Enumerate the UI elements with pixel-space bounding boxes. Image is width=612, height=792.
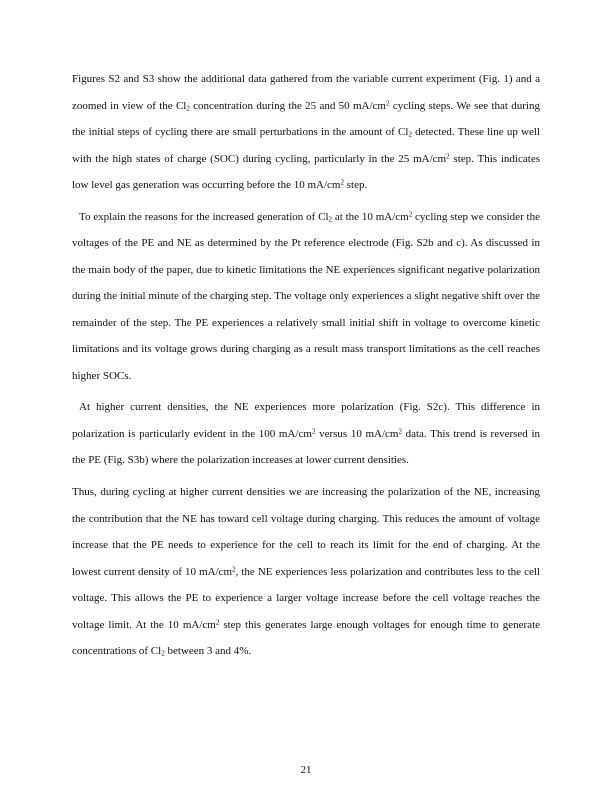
text-run: step this generates large enough voltages for enough time to generate concentrations of Cl (72, 618, 541, 658)
text-run: step. (344, 179, 368, 191)
superscript: 2 (232, 565, 236, 574)
page-number: 21 (300, 764, 312, 776)
text-run: , the NE experiences less polarization and contributes less to the cell voltage. This allows the PE to experience a larger voltage increase before the cell voltage reaches the voltage limit. At the 10 mA/cm (72, 565, 540, 631)
superscript: 2 (311, 427, 316, 436)
text-run: at the 10 mA/cm (332, 210, 409, 223)
subscript: 2 (408, 130, 412, 139)
superscript: 2 (340, 178, 344, 187)
superscript: 2 (446, 152, 450, 160)
text-run: To explain the reasons for the increased generation of Cl (79, 210, 329, 223)
paragraph-2 (72, 204, 540, 390)
superscript: 2 (398, 427, 402, 436)
paragraph-3 (72, 394, 540, 474)
superscript: 2 (215, 618, 220, 627)
subscript: 2 (161, 649, 165, 658)
superscript: 2 (408, 210, 413, 219)
text-run: Thus, during cycling at higher current densities we are increasing the polarization of the NE, increasing the contribution that the NE has toward cell voltage during charging. This reduces the amount of voltage increase that the PE needs to experience for the cell to reach its limit for the end of charging. At the lowest current density of 10 mA/cm (72, 486, 540, 578)
text-run: cycling step we consider the voltages of the PE and NE as determined by the Pt reference electrode (Fig. S2b and c). As discussed in the main body of the paper, due to kinetic limitations the NE experiences significant negative polarization during the initial minute of the charging step. The voltage only experiences a slight negative shift over the remainder of the step. The PE experiences a relatively small initial shift in voltage to overcome kinetic limitations and its voltage grows during charging as a result mass transport limitations as the cell reaches higher SOCs. (72, 210, 540, 382)
page-body (72, 66, 540, 665)
text-run: Figures S2 and S3 show the additional data gathered from the variable current experiment (Fig. 1) and a zoomed in view of the Cl (72, 73, 540, 112)
paragraph-1 (72, 66, 540, 199)
text-run: between 3 and 4%. (164, 645, 252, 658)
text-run: cycling steps. We see that during the initial steps of cycling there are small perturbations in the amount of Cl (72, 99, 540, 138)
text-run: data. This trend is reversed in the PE (Fig. S3b) where the polarization increases at lower current densities. (72, 427, 540, 467)
text-run: step. This indicates low level gas generation was occurring before the 10 mA/cm (72, 152, 540, 191)
text-run: detected. These line up well with the high states of charge (SOC) during cycling, particularly in the 25 mA/cm (72, 126, 540, 165)
superscript: 2 (386, 99, 390, 107)
text-run: concentration during the 25 and 50 mA/cm (189, 99, 386, 112)
text-run: versus 10 mA/cm (315, 427, 399, 440)
subscript: 2 (328, 215, 333, 224)
subscript: 2 (186, 104, 190, 112)
text-run: At higher current densities, the NE experiences more polarization (Fig. S2c). This difference in polarization is particularly evident in the 100 mA/cm (72, 401, 540, 440)
paragraph-4 (72, 479, 540, 665)
